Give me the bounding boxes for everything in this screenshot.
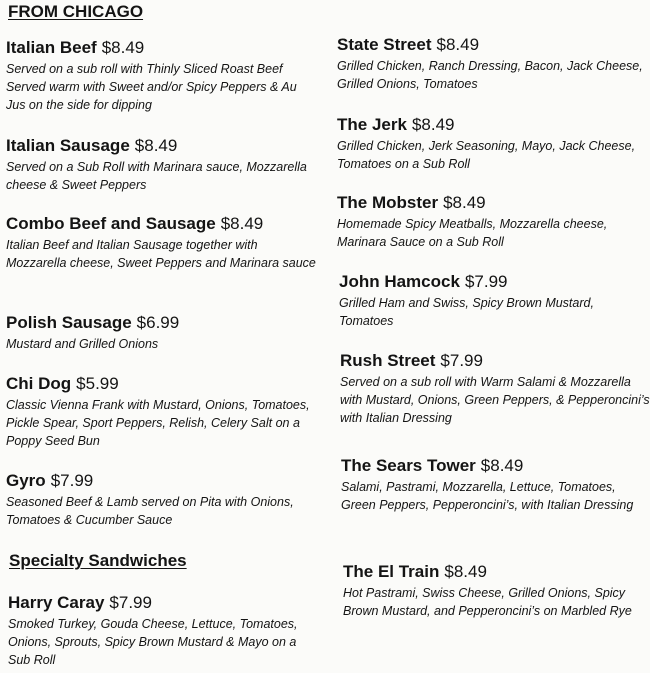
menu-item-italian-sausage: [6, 136, 316, 194]
item-description: Grilled Ham and Swiss, Spicy Brown Mustard, Tomatoes: [339, 296, 594, 328]
item-price: $8.49: [134, 136, 178, 155]
item-description: Served on a sub roll with Thinly Sliced Roast Beef Served warm with Sweet and/or Spicy Peppers & Au Jus on the side for dipping: [6, 62, 297, 112]
menu-item-rush-street: [340, 351, 650, 427]
item-name: Rush Street: [340, 351, 436, 370]
item-description: Hot Pastrami, Swiss Cheese, Grilled Onions, Spicy Brown Mustard, and Pepperoncini’s on Marbled Rye: [343, 586, 632, 618]
item-price: $8.49: [101, 38, 145, 57]
item-description: Mustard and Grilled Onions: [6, 337, 159, 351]
item-name: The Sears Tower: [341, 456, 476, 475]
item-price: $6.99: [136, 313, 180, 332]
item-name: The El Train: [343, 562, 440, 581]
item-description: Grilled Chicken, Jerk Seasoning, Mayo, Jack Cheese, Tomatoes on a Sub Roll: [337, 139, 636, 171]
item-description: Classic Vienna Frank with Mustard, Onions, Tomatoes, Pickle Spear, Sport Peppers, Relish, Celery Salt on a Poppy Seed Bun: [6, 398, 310, 448]
item-description: Salami, Pastrami, Mozzarella, Lettuce, Tomatoes, Green Peppers, Pepperoncini’s, with Italian Dressing: [341, 480, 634, 512]
item-description: Homemade Spicy Meatballs, Mozzarella cheese, Marinara Sauce on a Sub Roll: [337, 217, 608, 249]
item-price: $8.49: [436, 35, 480, 54]
item-description: Italian Beef and Italian Sausage together with Mozzarella cheese, Sweet Peppers and Marinara sauce: [6, 238, 316, 270]
item-name: John Hamcock: [339, 272, 460, 291]
item-price: $8.49: [220, 214, 264, 233]
menu-item-the-jerk: [337, 115, 647, 173]
menu-item-the-el-train: [343, 562, 650, 620]
menu-item-john-hamcock: [339, 272, 649, 330]
item-name: Combo Beef and Sausage: [6, 214, 216, 233]
menu-item-italian-beef: [6, 38, 316, 114]
item-description: Smoked Turkey, Gouda Cheese, Lettuce, Tomatoes, Onions, Sprouts, Spicy Brown Mustard & Mayo on a Sub Roll: [8, 617, 298, 667]
section-heading-specialty: Specialty Sandwiches: [9, 551, 187, 570]
menu-item-gyro: [6, 471, 316, 529]
item-name: Italian Sausage: [6, 136, 130, 155]
item-price: $8.49: [480, 456, 524, 475]
item-description: Seasoned Beef & Lamb served on Pita with Onions, Tomatoes & Cucumber Sauce: [6, 495, 294, 527]
menu-item-polish-sausage: [6, 313, 316, 353]
menu-item-combo-beef-sausage: [6, 214, 316, 272]
menu-item-the-mobster: [337, 193, 647, 251]
item-description: Grilled Chicken, Ranch Dressing, Bacon, Jack Cheese, Grilled Onions, Tomatoes: [337, 59, 643, 91]
item-price: $7.99: [440, 351, 483, 370]
item-price: $7.99: [50, 471, 94, 490]
item-price: $7.99: [464, 272, 508, 291]
item-price: $8.49: [411, 115, 455, 134]
item-price: $5.99: [76, 374, 119, 393]
menu-item-state-street: [337, 35, 647, 93]
item-price: $8.49: [443, 193, 486, 212]
item-price: $7.99: [109, 593, 152, 612]
item-price: $8.49: [444, 562, 487, 581]
section-heading-from-chicago: FROM CHICAGO: [8, 2, 144, 21]
item-name: State Street: [337, 35, 432, 54]
item-name: The Jerk: [337, 115, 407, 134]
item-name: The Mobster: [337, 193, 439, 212]
item-name: Gyro: [6, 471, 46, 490]
item-description: Served on a Sub Roll with Marinara sauce, Mozzarella cheese & Sweet Peppers: [6, 160, 307, 192]
item-description: Served on a sub roll with Warm Salami & Mozzarella with Mustard, Onions, Green Peppers, & Pepperoncini’s with Italian Dressing: [340, 375, 650, 425]
item-name: Polish Sausage: [6, 313, 132, 332]
menu-item-the-sears-tower: [341, 456, 650, 514]
menu-item-chi-dog: [6, 374, 316, 450]
item-name: Harry Caray: [8, 593, 105, 612]
item-name: Italian Beef: [6, 38, 97, 57]
item-name: Chi Dog: [6, 374, 72, 393]
menu-item-harry-caray: [8, 593, 318, 669]
